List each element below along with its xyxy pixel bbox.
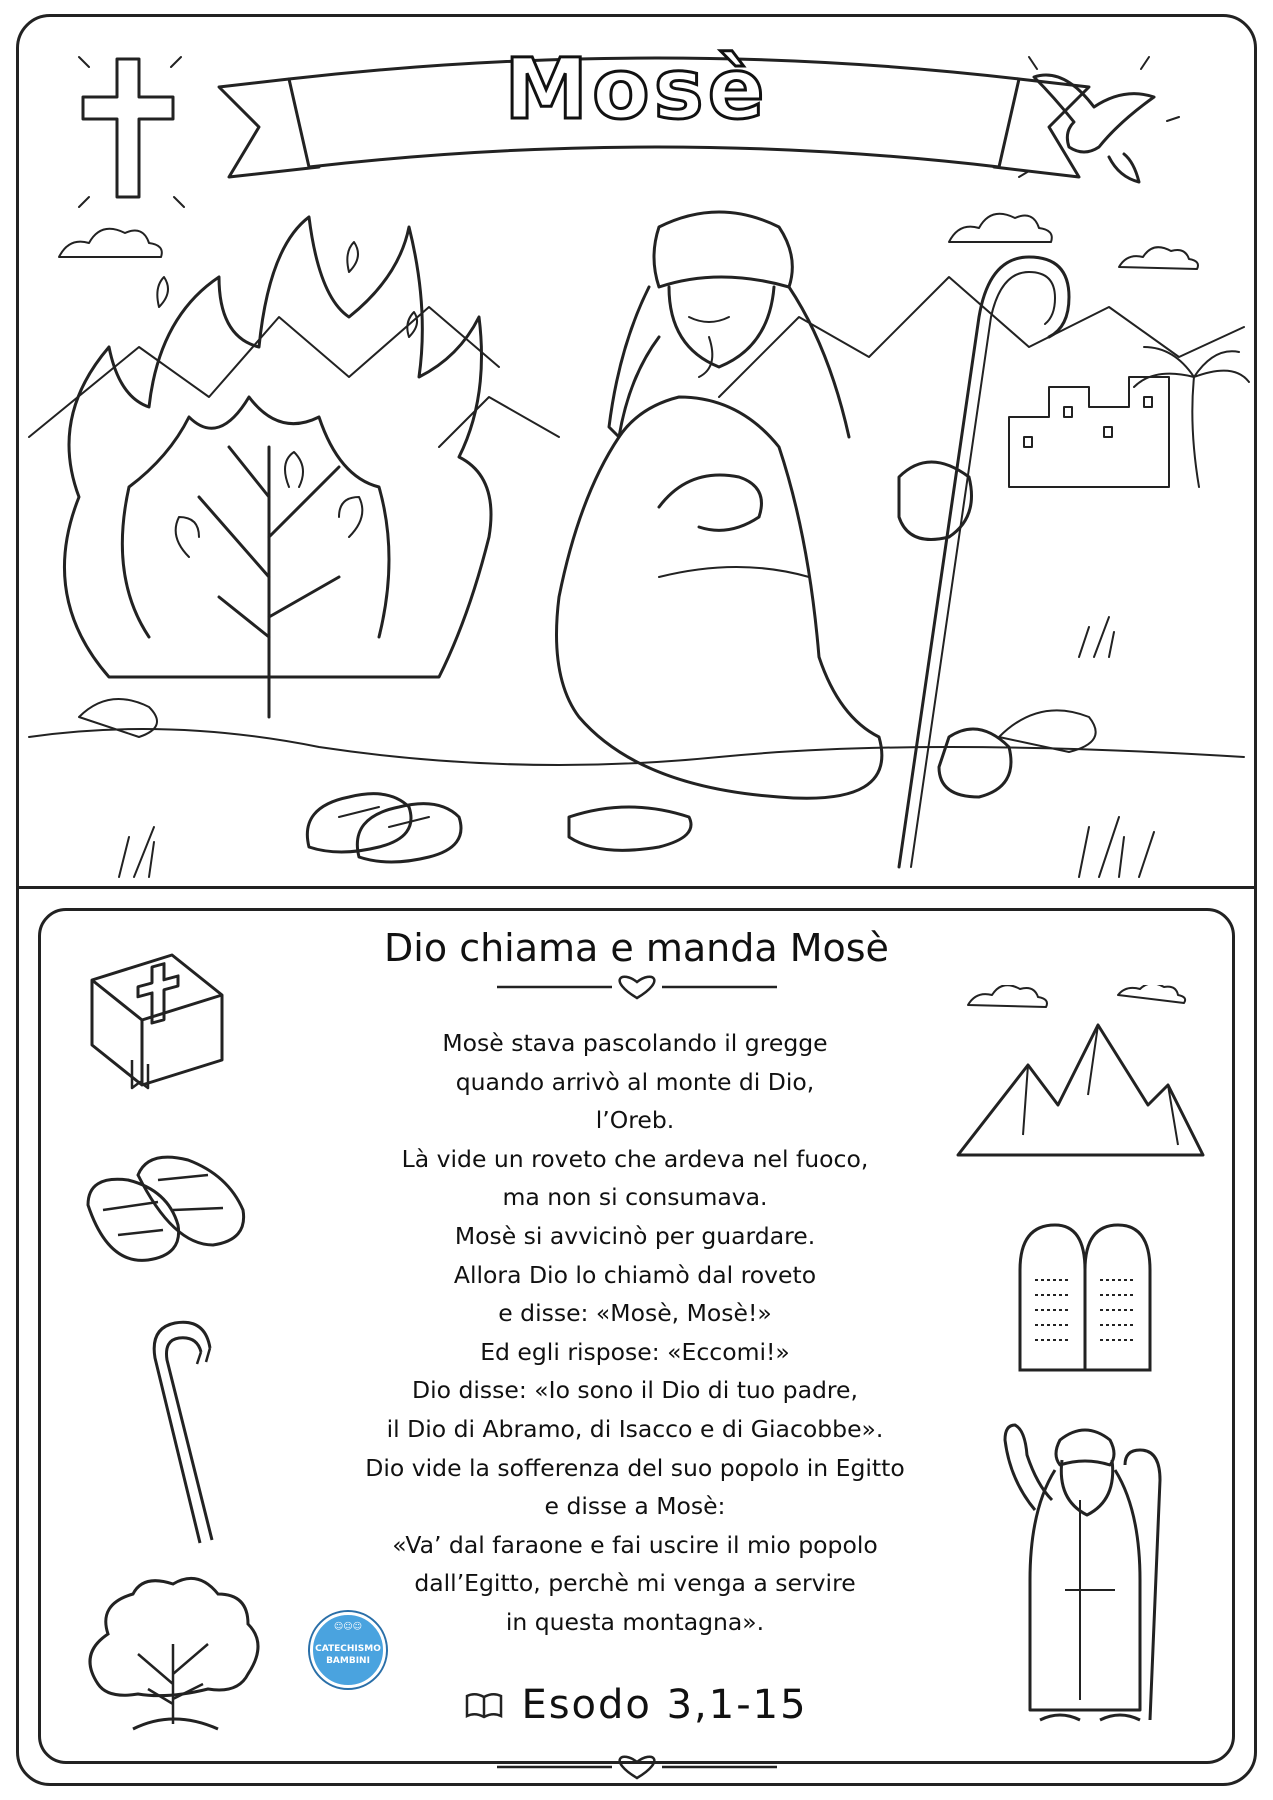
story-line: e disse a Mosè: [544,1492,726,1521]
bible-icon [82,950,232,1094]
story-line: Dio disse: «Io sono il Dio di tuo padre, [412,1376,858,1405]
clouds [59,214,1198,269]
story-line: Ed egli rispose: «Eccomi!» [480,1337,790,1366]
catechismo-logo: ☺☺☺ CATECHISMO BAMBINI [310,1612,386,1688]
story-line: e disse: «Mosè, Mosè!» [498,1299,772,1328]
ground [29,699,1244,765]
moses-figure-icon [990,1400,1180,1734]
story-text [290,1024,980,1642]
tablets-icon [1015,1220,1155,1384]
sandals-scene [307,794,461,862]
bush-icon [78,1574,268,1738]
illustration-scene [19,17,1254,883]
story-line: ma non si consumava. [502,1183,768,1212]
background-mountains [29,277,1244,447]
story-line: Dio vide la sofferenza del suo popolo in Egitto [365,1453,905,1482]
section-divider [16,886,1257,889]
story-line: l’Oreb. [595,1106,675,1135]
story-line: il Dio di Abramo, di Isacco e di Giacobbe». [386,1414,884,1443]
palm-tree [1134,347,1249,487]
story-line: quando arrivò al monte di Dio, [455,1067,815,1096]
mountains-icon [948,985,1208,1169]
story-line: Mosè stava pascolando il gregge [442,1029,828,1057]
sandals-icon [78,1150,258,1284]
story-line: Allora Dio lo chiamò dal roveto [453,1260,817,1289]
story-line: Mosè si avvicinò per guardare. [454,1221,816,1250]
moses-kneeling [557,212,1012,850]
story-line: in questa montagna». [505,1607,765,1636]
page-title: Mosè [504,40,769,138]
story-title: Dio chiama e manda Mosè [384,926,889,970]
heart-icon [619,977,654,998]
story-line: dall’Egitto, perchè mi venga a servire [414,1569,856,1598]
bottom-ornament [0,1752,1273,1782]
story-line: Là vide un roveto che ardeva nel fuoco, [401,1144,869,1173]
city [1009,377,1169,487]
reference-text: Esodo 3,1-15 [521,1682,808,1728]
staff-icon [115,1318,225,1552]
burning-bush [64,217,491,717]
staff-scene [899,257,1069,867]
story-line: «Va’ dal faraone e fai uscire il mio popolo [392,1530,878,1559]
open-book-icon [465,1684,503,1730]
heart-icon [619,1757,654,1778]
